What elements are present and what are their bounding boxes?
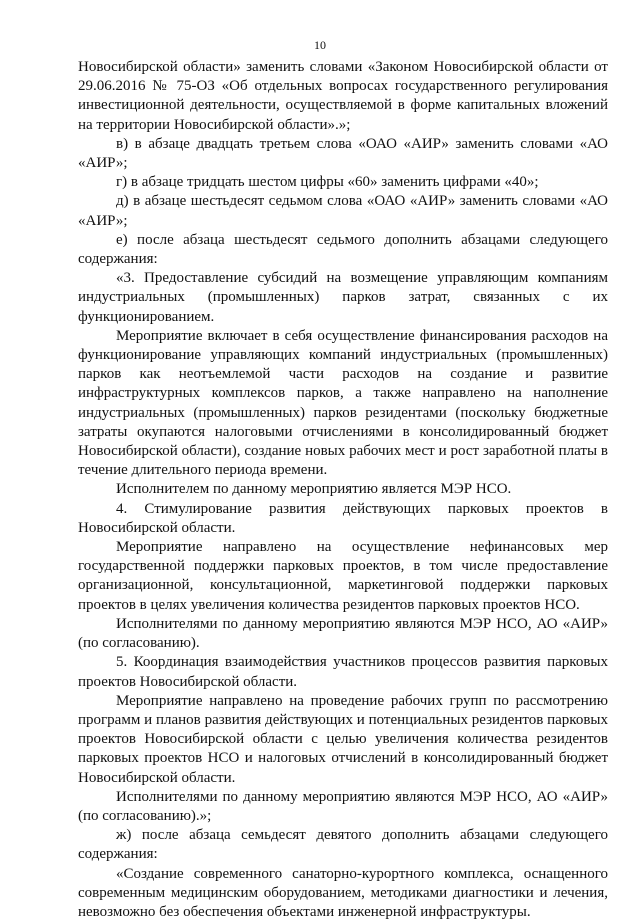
paragraph-item-g: г) в абзаце тридцать шестом цифры «60» заменить цифрами «40»; [116,174,539,191]
paragraph-measure-4-executor: Исполнителями по данному мероприятию являются МЭР НСО, АО «АИР» (по согласованию). [78,615,608,652]
paragraph-continuation: Новосибирской области» заменить словами «Законом Новосибирской области от 29.06.2016 № 75-ОЗ «Об отдельных вопросах государственного регулирования инвестиционной деятельности, осуществляемой в форме капитальных вложений на территории Новосибирской области».»; [78,59,608,133]
document-body [78,58,608,922]
paragraph-measure-4-title: 4. Стимулирование развития действующих парковых проектов в Новосибирской области. [78,500,608,536]
paragraph-measure-5-description: Мероприятие направлено на проведение рабочих групп по рассмотрению программ и планов развития действующих и потенциальных резидентов парковых проектов Новосибирской области с целью увеличения количества резидентов парковых проектов НСО и налоговых отчислений в консолидированный бюджет Новосибирской области. [78,692,608,786]
paragraph-item-v: в) в абзаце двадцать третьем слова «ОАО «АИР» заменить словами «АО «АИР»; [78,135,608,172]
paragraph-measure-3-title: «3. Предоставление субсидий на возмещение управляющим компаниям индустриальных (промышленных) парков затрат, связанных с их функционированием. [78,270,608,325]
paragraph-item-zh: ж) после абзаца семьдесят девятого дополнить абзацами следующего содержания: [78,827,608,863]
paragraph-item-e: е) после абзаца шестьдесят седьмого дополнить абзацами следующего содержания: [78,231,608,268]
paragraph-measure-3-description: Мероприятие включает в себя осуществление финансирования расходов на функционирование управляющих компаний индустриальных (промышленных) парков как неотъемлемой части расходов на создание и развитие инфраструктурных комплексов парков, а также направлено на наполнение индустриальных (промышленных) парков резидентами (поскольку бюджетные затраты окупаются налоговыми отчислениями в консолидированный бюджет Новосибирской области), создание новых рабочих мест и рост заработной платы в течение длительного периода времени. [78,327,608,479]
paragraph-measure-4-description: Мероприятие направлено на осуществление нефинансовых мер государственной поддержки парковых проектов, в том числе предоставление организационной, консультационной, маркетинговой поддержки парковых проектов в целях увеличения количества резидентов парковых проектов НСО. [78,539,608,613]
paragraph-measure-3-executor: Исполнителем по данному мероприятию является МЭР НСО. [116,481,512,498]
page-number: 10 [314,38,326,52]
paragraph-item-d: д) в абзаце шестьдесят седьмом слова «ОАО «АИР» заменить словами «АО «АИР»; [78,193,608,229]
paragraph-measure-5-title: 5. Координация взаимодействия участников процессов развития парковых проектов Новосибирской области. [78,654,608,690]
paragraph-measure-5-executor: Исполнителями по данному мероприятию являются МЭР НСО, АО «АИР» (по согласованию).»; [78,788,608,824]
paragraph-sanatorium: «Создание современного санаторно-курортного комплекса, оснащенного современным медицинским оборудованием, методиками диагностики и лечения, невозможно без обеспечения объектами инженерной инфраструктуры. [78,865,608,920]
